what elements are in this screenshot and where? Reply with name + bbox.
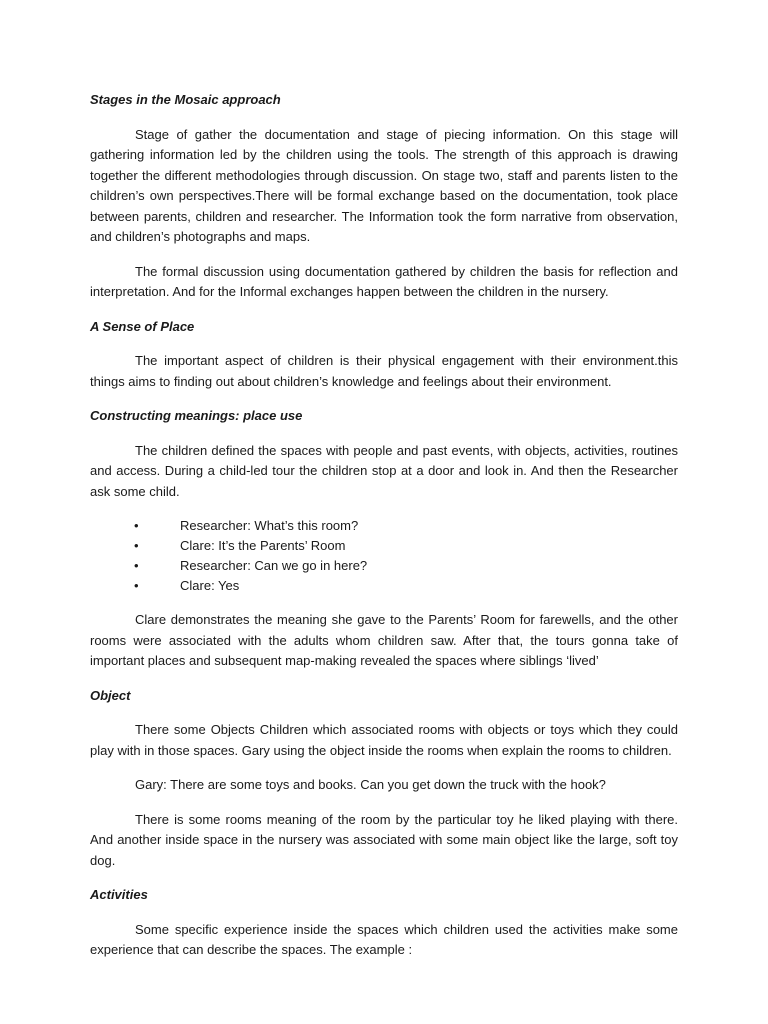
list-item: [90, 536, 678, 556]
list-item-text: Clare: Yes: [180, 578, 240, 593]
paragraph-gary-quote: Gary: There are some toys and books. Can you get down the truck with the hook?: [135, 777, 606, 792]
list-item-text: Clare: It’s the Parents’ Room: [180, 538, 346, 553]
paragraph-stages-1: Stage of gather the documentation and stage of piecing information. On this stage will gathering information led by the children using the tools. The strength of this approach is drawing together the different methodologies through discussion. On stage two, staff and parents listen to the children’s own perspectives.There will be formal exchange based on the documentation, took place between parents, children and researcher. The Information took the form narrative from observation, and children’s photographs and maps.: [90, 126, 678, 244]
bullet-icon: •: [134, 518, 139, 533]
section-heading-activities: Activities: [90, 887, 148, 902]
section-heading-sense-of-place: A Sense of Place: [90, 318, 195, 334]
list-item-text: Researcher: Can we go in here?: [180, 558, 368, 573]
paragraph-stages-2: The formal discussion using documentation gathered by children the basis for reflection and interpretation. And for the Informal exchanges happen between the children in the nursery.: [90, 263, 678, 299]
paragraph-object-1: There some Objects Children which associated rooms with objects or toys which they could play with in those spaces. Gary using the object inside the rooms when explain the rooms to children.: [90, 722, 678, 758]
paragraph-object-2: There is some rooms meaning of the room by the particular toy he liked playing with there. And another inside space in the nursery was associated with some main object like the large, soft toy dog.: [90, 811, 678, 868]
list-item: [90, 576, 678, 596]
dialogue-bullet-list: [90, 516, 678, 596]
section-heading-stages: Stages in the Mosaic approach: [90, 92, 281, 107]
list-item: [90, 556, 678, 576]
paragraph-activities: Some specific experience inside the spaces which children used the activities make some experience that can describe the spaces. The example :: [90, 921, 678, 957]
list-item-text: Researcher: What’s this room?: [180, 518, 359, 533]
paragraph-clare-demonstrates: Clare demonstrates the meaning she gave to the Parents’ Room for farewells, and the other rooms were associated with the adults whom children saw. After that, the tours gonna take of important places and subsequent map-making revealed the spaces where siblings ‘lived’: [90, 612, 678, 668]
section-heading-constructing-meanings: Constructing meanings: place use: [90, 408, 303, 423]
bullet-icon: •: [134, 538, 139, 553]
paragraph-constructing-meanings: The children defined the spaces with people and past events, with objects, activities, routines and access. During a child-led tour the children stop at a door and look in. And then the Researcher ask some child.: [90, 442, 678, 499]
bullet-icon: •: [134, 558, 139, 573]
section-heading-object: Object: [90, 687, 131, 703]
list-item: [90, 516, 678, 536]
paragraph-sense-of-place: The important aspect of children is their physical engagement with their environment.this things aims to finding out about children’s knowledge and feelings about their environment.: [90, 353, 678, 389]
bullet-icon: •: [134, 578, 139, 593]
